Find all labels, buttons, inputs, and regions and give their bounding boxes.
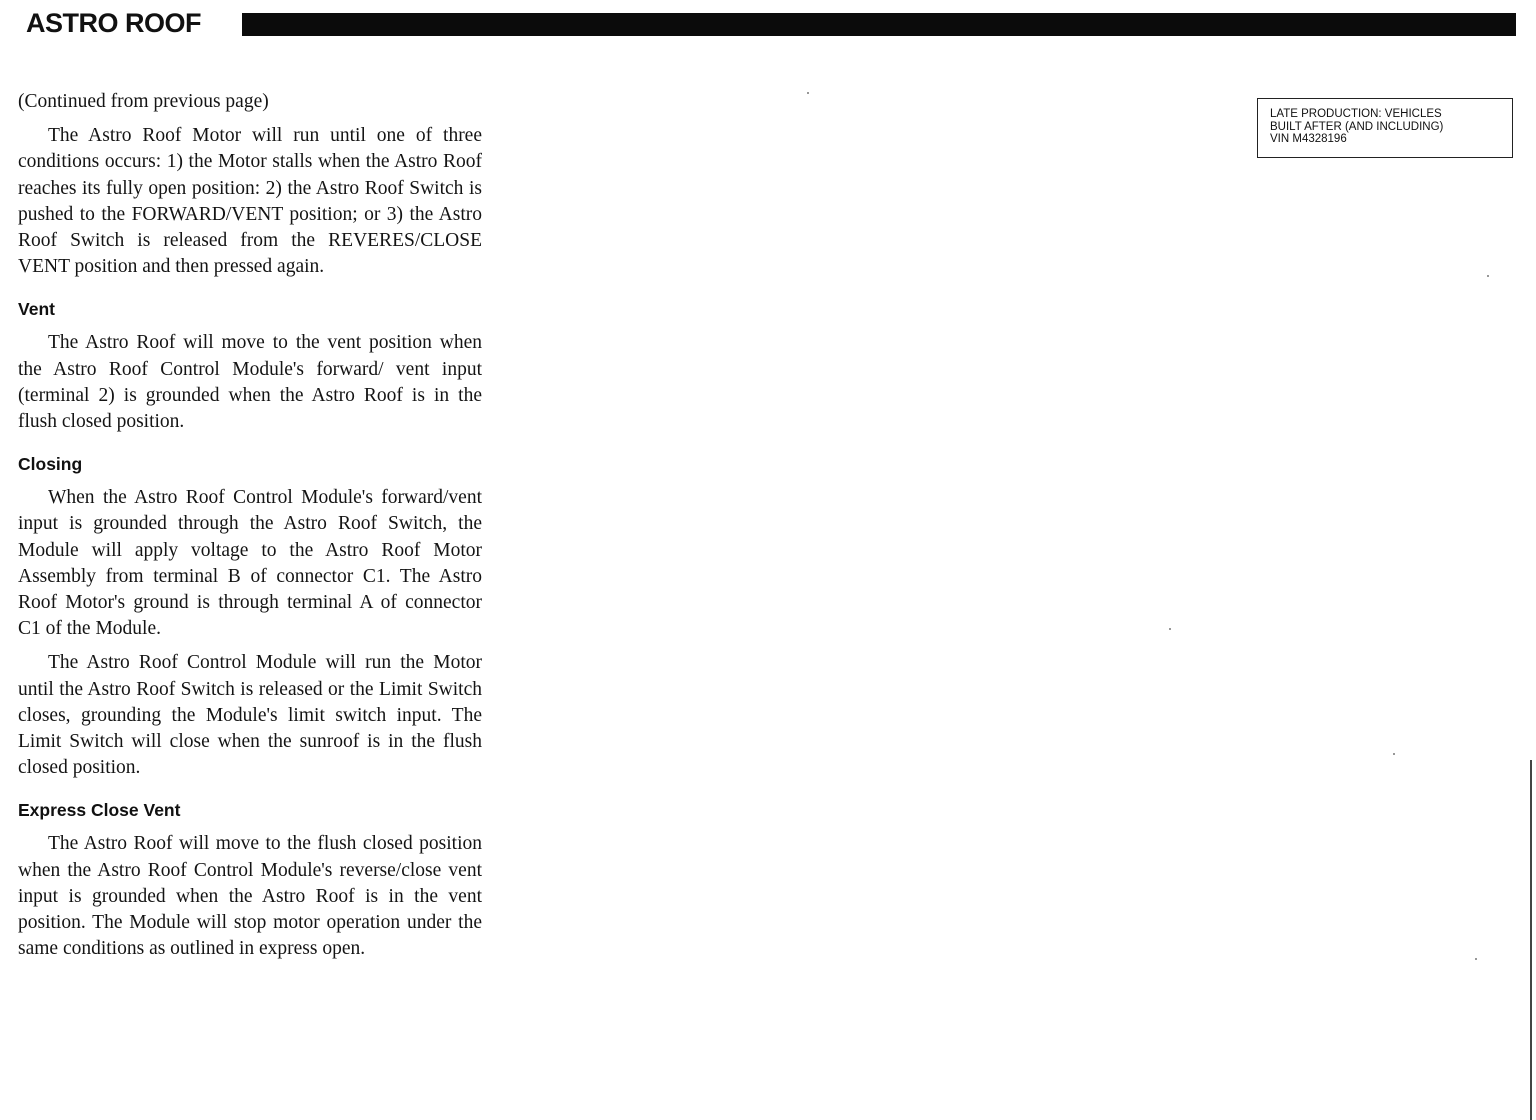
section-express-close-vent [18,799,482,962]
section-heading: Closing [18,454,83,475]
scan-speck [1393,753,1395,755]
scan-speck [807,92,809,94]
scan-speck [1487,275,1489,277]
section-closing [18,453,482,781]
continued-note: (Continued from previous page) [18,91,269,112]
scan-speck [1475,958,1477,960]
scan-edge-line [1530,760,1532,1120]
page-header [26,6,1516,40]
section-paragraph: The Astro Roof Control Module will run the Motor until the Astro Roof Switch is released or the Limit Switch closes, grounding the Module's limit switch input. The Limit Switch will close when the sunroof is in the flush closed position. [18,652,482,779]
scan-speck [1169,628,1171,630]
section-vent [18,298,482,435]
section-paragraph: The Astro Roof will move to the flush closed position when the Astro Roof Control Module's reverse/close vent input is grounded when the Astro Roof is in the vent position. The Module will stop motor operation under the same conditions as outlined in express open. [18,833,482,960]
section-paragraph: The Astro Roof will move to the vent position when the Astro Roof Control Module's forward/ vent input (terminal 2) is grounded when the Astro Roof is in the flush closed position. [18,332,482,433]
late-production-note: LATE PRODUCTION: VEHICLES BUILT AFTER (AND INCLUDING) VIN M4328196 [1257,98,1513,158]
intro-paragraph: The Astro Roof Motor will run until one of three conditions occurs: 1) the Motor stalls when the Astro Roof reaches its fully open position: 2) the Astro Roof Switch is pushed to the FORWARD/VENT position; or 3) the Astro Roof Switch is released from the REVERES/CLOSE VENT position and then pressed again. [18,125,482,278]
section-heading: Vent [18,299,55,320]
header-rule-bar [242,13,1516,36]
section-paragraph: When the Astro Roof Control Module's forward/vent input is grounded through the Astro Roof Switch, the Module will apply voltage to the Astro Roof Motor Assembly from terminal B of connector C1. The Astro Roof Motor's ground is through terminal A of connector C1 of the Module. [18,487,482,640]
body-text-column [18,89,482,970]
section-heading: Express Close Vent [18,800,181,821]
page-title: ASTRO ROOF [26,8,201,38]
